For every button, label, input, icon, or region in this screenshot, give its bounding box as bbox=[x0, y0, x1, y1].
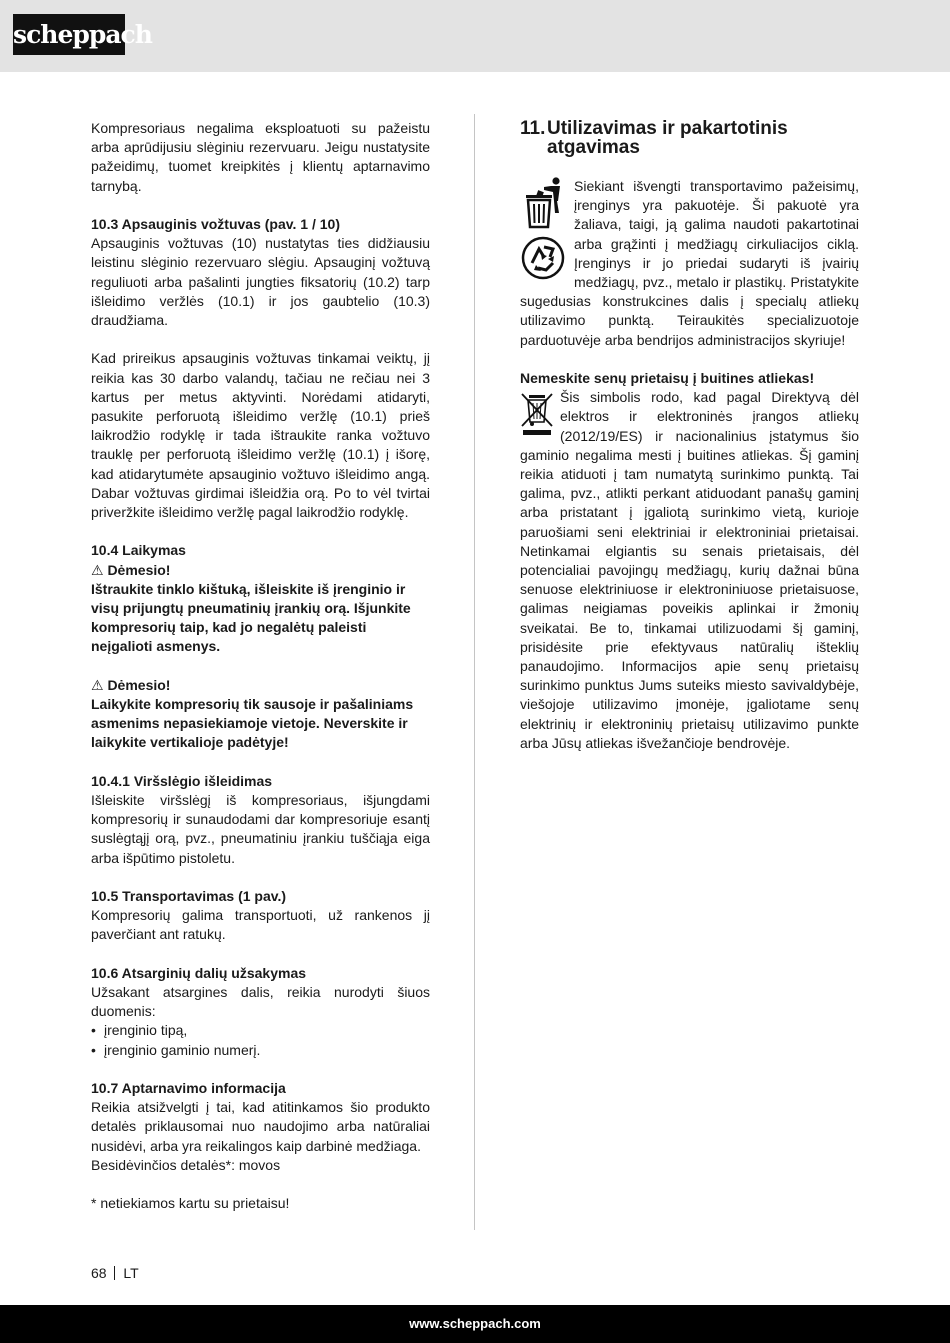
section-10-4-1-text: Išleiskite viršslėgį iš kompresoriaus, išjungdami kompresorių ir sunaudodami dar kompresoriuje esantį suslėgtąjį orą, pvz., pneumatiniu įrankiu tuščiąja eiga arba išpūtimo pistoletu. bbox=[91, 792, 430, 866]
section-10-3-paragraph-1: Apsauginis vožtuvas (10) nustatytas ties didžiausiu leistinu slėginio rezervuaro slėgiu. Apsauginį vožtuvą reguliuoti arba pašalinti jungties fiksatorių (10.2) tarp išleidimo veržlės (10.1) ir jos gaubtelio (10.3) draudžiama. bbox=[91, 235, 430, 329]
disposal-icons bbox=[520, 177, 574, 283]
section-10-5-text: Kompresorių galima transportuoti, už rankenos jį paverčiant ant ratukų. bbox=[91, 907, 430, 943]
warning-1-text: Ištraukite tinklo kištuką, išleiskite iš įrenginio ir visų prijungtų pneumatinių įrankių orą. Išjunkite kompresorių taip, kad jo negalėtų paleisti neįgalioti asmenys. bbox=[91, 580, 411, 655]
page-footer bbox=[0, 1305, 950, 1343]
section-10-7-title: 10.7 Aptarnavimo informacija bbox=[91, 1080, 286, 1097]
trash-bin-person-icon bbox=[520, 177, 568, 231]
section-10-4-title: 10.4 Laikymas bbox=[91, 542, 186, 559]
section-10-7-text: Reikia atsižvelgti į tai, kad atitinkamos šio produkto detalės priklausomai nuo naudojimo arba natūraliai nusidėvi, arba yra reikalingos kaip darbinė medžiaga. bbox=[91, 1099, 430, 1154]
scheppach-logo: scheppach bbox=[13, 14, 125, 55]
section-10-3-title: 10.3 Apsauginis vožtuvas (pav. 1 / 10) bbox=[91, 216, 340, 232]
language-code: LT bbox=[123, 1265, 139, 1281]
section-11-text: Siekiant išvengti transportavimo pažeisimų, įrenginys yra pakuotėje. Ši pakuotė yra žaliava, taigi, ją galima naudoti pakartotinai arba grąžinti į medžiagų cirkuliacijos ciklą. Įrenginys ir jo priedai sudaryti iš įvairių medžiagų, pvz., metalo ir plastikų. Pristatykite sugedusias konstrukcines dalis į specialų atliekų utilizavimo punktą. Teiraukitės specializuotoje parduotuvėje arba bendrijos administracijos skyriuje! bbox=[520, 178, 859, 348]
section-10-6-title: 10.6 Atsarginių dalių užsakymas bbox=[91, 964, 307, 981]
warning-1-label: ⚠ Dėmesio! bbox=[91, 561, 171, 578]
website-link[interactable]: www.scheppach.com bbox=[409, 1316, 541, 1331]
crossed-out-wheelie-bin-icon bbox=[520, 392, 554, 436]
wear-parts-line: Besidėvinčios detalės*: movos bbox=[91, 1156, 281, 1173]
section-10-4-1-title: 10.4.1 Viršslėgio išleidimas bbox=[91, 772, 273, 789]
weee-heading: Nemeskite senų prietaisų į buitines atliekas! bbox=[520, 370, 815, 387]
spare-parts-list bbox=[91, 1021, 430, 1059]
page-number bbox=[91, 1265, 139, 1281]
warning-2-label: ⚠ Dėmesio! bbox=[91, 676, 171, 693]
page-number-separator bbox=[114, 1266, 115, 1280]
intro-paragraph: Kompresoriaus negalima eksploatuoti su pažeistu arba aprūdijusiu slėginiu rezervuaru. Jeigu nustatysite pažeidimų, tuomet kreipkitės į klientų aptarnavimo tarnybą. bbox=[91, 120, 430, 194]
recycling-icon bbox=[520, 235, 568, 283]
section-11-heading bbox=[520, 119, 859, 157]
section-11-number: 11. bbox=[520, 118, 546, 139]
page-number-value: 68 bbox=[91, 1265, 107, 1281]
right-column bbox=[520, 119, 859, 753]
section-10-3-paragraph-2: Kad prireikus apsauginis vožtuvas tinkamai veiktų, jį reikia kas 30 darbo valandų, tačiau ne rečiau nei 3 kartus per metus aktyvinti. Norėdami atidaryti, pasukite perforuotą išleidimo veržlę (10.1) prieš laikrodžio rodyklę ir tada ištraukite ranka vožtuvo trauklę per perforuotą išleidimo veržlę (10.1) į išorę, kad atidarytumėte apsauginio vožtuvo išleidimo angą. Dabar vožtuvas girdimai išleidžia orą. Po to vėl tvirtai priveržkite išleidimo veržlę pagal laikrodžio rodyklę. bbox=[91, 350, 430, 521]
left-column bbox=[91, 119, 430, 1213]
list-item: • įrenginio gaminio numerį. bbox=[91, 1041, 430, 1060]
section-10-6-text: Užsakant atsargines dalis, reikia nurodyti šiuos duomenis: bbox=[91, 984, 430, 1020]
page-header bbox=[0, 0, 950, 72]
weee-text: Šis simbolis rodo, kad pagal Direktyvą dėl elektros ir elektroninės įrangos atliekų (2012/19/ES) ir nacionalinius įstatymus šio gaminio negalima mesti į buitines atliekas. Šį gaminį reikia atiduoti į tam numatytą surinkimo punktą. Tai galima, pvz., atlikti perkant atiduodant panašų gaminį arba pristatant į įgaliotą surinkimo vietą, kurioje paruošiami seni elektriniai ir elektroniniai prietaisai. Netinkamai elgiantis su senais prietaisais, dėl potencialiai pavojingų medžiagų, kurių dažnai būna senuose elektriniuose ir elektroniniuose prietaisuose, galimas neigiamas poveikis aplinkai ir žmonių sveikatai. Be to, tinkamai utilizuodami šį gaminį, prisidėsite prie efektyvaus natūralių išteklių panaudojimo. Informacijos apie senų prietaisų surinkimo punktus Jums suteiks miesto savivaldybėje, viešojoje utilizavimo įmonėje, įgaliotame senų elektrinių ir elektroninių prietaisų utilizavimo punkte arba Jūsų atliekas išvežančioje bendrovėje. bbox=[520, 389, 859, 751]
list-item: • įrenginio tipą, bbox=[91, 1021, 430, 1040]
warning-2-text: Laikykite kompresorių tik sausoje ir pašaliniams asmenims nepasiekiamoje vietoje. Neverskite ir laikykite vertikalioje padėtyje! bbox=[91, 696, 414, 751]
weee-icon-box bbox=[520, 392, 560, 436]
column-divider bbox=[474, 114, 475, 1230]
section-11-title: Utilizavimas ir pakartotinis atgavimas bbox=[547, 118, 788, 158]
footnote: * netiekiamos kartu su prietaisu! bbox=[91, 1195, 290, 1212]
section-10-5-title: 10.5 Transportavimas (1 pav.) bbox=[91, 888, 287, 905]
